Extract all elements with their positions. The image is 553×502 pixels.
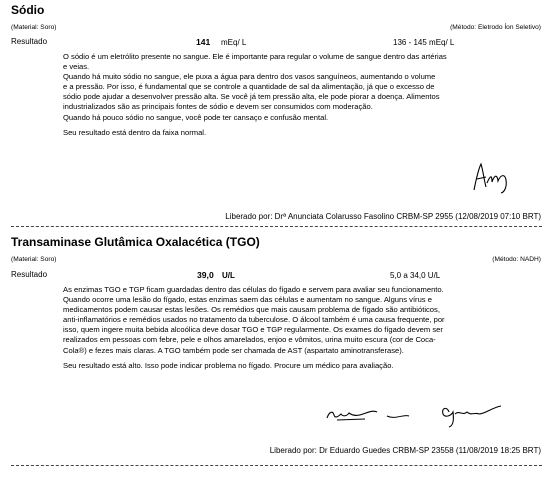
tgo-conclusion: Seu resultado está alto. Isso pode indicar problema no fígado. Procure um médico para avaliação. <box>63 361 394 370</box>
sodio-result-unit: mEq/ L <box>221 38 247 47</box>
sodio-released-by: Liberado por: Drª Anunciata Colarusso Fasolino CRBM-SP 2955 (12/08/2019 07:10 BRT) <box>225 212 541 221</box>
sodio-result-value: 141 <box>196 37 211 47</box>
tgo-material: (Material: Soro) <box>11 256 57 263</box>
tgo-signature <box>325 400 515 430</box>
tgo-result-value: 39,0 <box>197 270 214 280</box>
tgo-result-label: Resultado <box>11 270 48 279</box>
tgo-method: (Método: NADH) <box>492 256 541 263</box>
section-divider <box>11 226 542 227</box>
tgo-result-unit: U/L <box>222 271 235 280</box>
sodio-method: (Método: Eletrodo Íon Seletivo) <box>450 24 541 31</box>
sodio-description: O sódio é um eletrólito presente no sangue. Ele é importante para regular o volume de sangue dentro das artérias e veias. Quando há muito sódio no sangue, ele puxa a água para dentro dos vasos sanguíneos, aumentando o volume e a pressão. Por isso, é fundamental que se controle a quantidade de sal da alimentação, já que o excesso de sódio pode ajudar a desenvolver pressão alta. Se você já tem pressão alta, ele pode piorar a doença. Alimentos industrializados são as principais fontes de sódio e devem ser consumidos com moderação. Quando há pouco sódio no sangue, você pode ter cansaço e confusão mental. <box>63 52 447 122</box>
sodio-signature <box>470 160 530 195</box>
tgo-reference: 5,0 a 34,0 U/L <box>390 271 441 280</box>
tgo-released-by: Liberado por: Dr Eduardo Guedes CRBM-SP 23558 (11/08/2019 18:25 BRT) <box>269 446 541 455</box>
sodio-title: Sódio <box>11 3 45 17</box>
sodio-reference: 136 - 145 mEq/ L <box>393 38 455 47</box>
tgo-title: Transaminase Glutâmica Oxalacética (TGO) <box>11 235 260 249</box>
sodio-result-label: Resultado <box>11 37 48 46</box>
section-divider <box>11 465 542 466</box>
sodio-material: (Material: Soro) <box>11 24 57 31</box>
sodio-conclusion: Seu resultado está dentro da faixa normal. <box>63 128 207 137</box>
tgo-description: As enzimas TGO e TGP ficam guardadas dentro das células do fígado e servem para avaliar seu funcionamento. Quando ocorre uma lesão do fígado, estas enzimas saem das células e aumentam no sangue. Alguns vírus e medicamentos podem causar estas lesões. Os remédios que mais causam problema de fígado são antibióticos, anti-inflamatórios e remédios usados no tratamento da tuberculose. O álcool também é uma causa frequente, por isso, quem ingere muita bebida alcoólica deve dosar TGO e TGP regularmente. Os exames do fígado devem ser realizados em pessoas com febre, pele e olhos amarelados, enjoo e vômitos, urina muito escura (cor de Coca- Cola®) e fezes mais claras. A TGO também pode ser chamada de AST (aspartato aminotransferase). <box>63 285 445 355</box>
